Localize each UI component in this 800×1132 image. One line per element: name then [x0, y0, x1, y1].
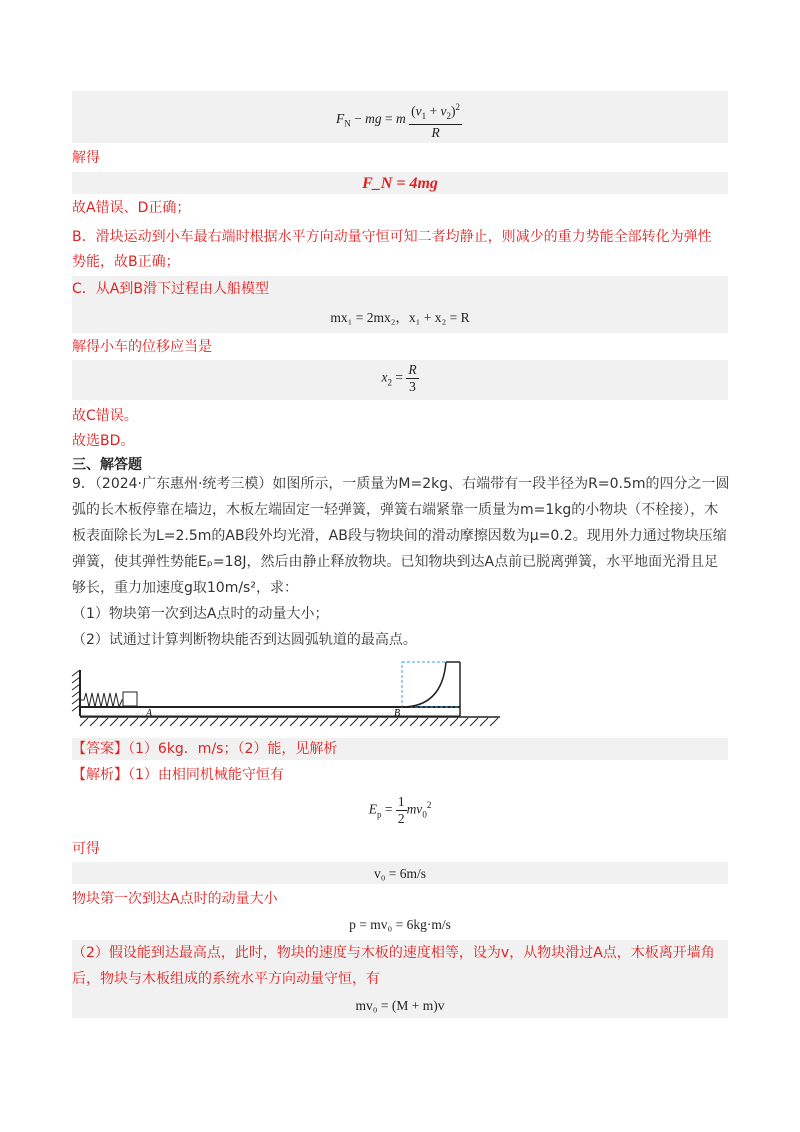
- q9-line2: 弧的长木板停靠在墙边，木板左端固定一轻弹簧，弹簧右端紧靠一质量为m=1kg的小物块（不栓接），木: [72, 502, 719, 518]
- gu-c-wrong: 故C错误。: [72, 408, 138, 424]
- part2-block: [72, 940, 728, 1018]
- quarter-arc: [402, 662, 446, 707]
- ground-hatch-mark: [150, 718, 158, 726]
- ground-hatch-mark: [400, 718, 408, 726]
- q9-line1: 9．（2024·广东惠州·统考三模）如图所示，一质量为M=2kg、右端带有一段半径为R=0.5m的四分之一圆: [72, 476, 730, 492]
- ground-hatch-mark: [310, 718, 318, 726]
- eq-p: p = mv₀ = 6kg·m/s: [349, 917, 451, 932]
- ground-hatch-mark: [100, 718, 108, 726]
- ground-hatch-mark: [130, 718, 138, 726]
- analysis-text: （1）由相同机械能守恒有: [128, 767, 284, 783]
- eq-p-block: [72, 913, 728, 935]
- physics-figure: [68, 656, 508, 730]
- jiede-1: 解得: [72, 150, 100, 166]
- ground-hatch-mark: [200, 718, 208, 726]
- ground-hatch-mark: [290, 718, 298, 726]
- wall-hatch: [72, 670, 80, 711]
- q9-sub1: （1）物块第一次到达A点时的动量大小；: [72, 606, 329, 622]
- ground-hatch-mark: [260, 718, 268, 726]
- spring: [80, 693, 123, 707]
- ground-hatch-mark: [300, 718, 308, 726]
- ground-hatch-mark: [420, 718, 428, 726]
- ground-hatch-mark: [350, 718, 358, 726]
- ground-hatch-mark: [110, 718, 118, 726]
- analysis-line: [72, 764, 728, 786]
- ground-hatch-mark: [170, 718, 178, 726]
- section-title: 三、解答题: [72, 457, 142, 473]
- analysis-tag: 【解析】: [72, 767, 128, 783]
- ground-hatch-mark: [230, 718, 238, 726]
- formula-fn: $F_N$ − mg = m $\frac{(v_1 + v_2)^2}{R}$: [336, 99, 462, 141]
- eq-mv0: mv₀ = (M + m)v: [355, 998, 445, 1013]
- ground-hatch-mark: [240, 718, 248, 726]
- eq-x2: $x_2$ = $\frac{R}{3}$: [381, 362, 417, 394]
- eq-ep-block: [72, 792, 728, 836]
- option-b-line1: B．滑块运动到小车最右端时根据水平方向动量守恒可知二者均静止，则减少的重力势能全部转化为弹性: [72, 229, 712, 245]
- ground-hatch-mark: [440, 718, 448, 726]
- q9-line3: 板表面除长为L=2.5m的AB段外均光滑，AB段与物块间的滑动摩擦因数为μ=0.2。现用外力通过物块压缩: [72, 528, 727, 544]
- q9-sub2: （2）试通过计算判断物块能否到达圆弧轨道的最高点。: [72, 632, 417, 648]
- eq-v0: v₀ = 6m/s: [373, 866, 427, 881]
- ground-hatch-mark: [340, 718, 348, 726]
- option-c-block: [72, 276, 728, 333]
- ground-hatch-mark: [450, 718, 458, 726]
- ground-hatch-mark: [90, 718, 98, 726]
- ground-hatch: [80, 718, 498, 726]
- ground-hatch-mark: [210, 718, 218, 726]
- jiede-displacement: 解得小车的位移应当是: [72, 339, 212, 355]
- ground-hatch-mark: [120, 718, 128, 726]
- ground-hatch-mark: [160, 718, 168, 726]
- ground-hatch-mark: [250, 718, 258, 726]
- momentum-line: 物块第一次到达A点时的动量大小: [72, 891, 278, 907]
- kede: 可得: [72, 841, 100, 857]
- ground-hatch-mark: [360, 718, 368, 726]
- eq-ep: $E_p$ = $\frac{1}{2}$ $mv_0^2$: [368, 794, 432, 826]
- q9-line4: 弹簧，使其弹性势能Eₚ=18J，然后由静止释放物块。已知物块到达A点前已脱离弹簧，水平地面光滑且足: [72, 554, 719, 570]
- ground-hatch-mark: [370, 718, 378, 726]
- answer-block: [72, 738, 728, 760]
- eq-v0-block: [72, 862, 728, 884]
- ground-hatch-mark: [390, 718, 398, 726]
- ground-hatch-mark: [460, 718, 468, 726]
- small-block: [123, 692, 137, 706]
- fig-label-a: A: [146, 708, 153, 719]
- ground-hatch-mark: [490, 718, 498, 726]
- option-b-line2: 势能，故B正确；: [72, 254, 180, 270]
- ground-hatch-mark: [270, 718, 278, 726]
- ground-hatch-mark: [430, 718, 438, 726]
- ground-hatch-mark: [410, 718, 418, 726]
- eq-x2-block: [72, 360, 728, 400]
- formula-block-fn: [72, 91, 728, 143]
- ground-hatch-mark: [330, 718, 338, 726]
- ground-hatch-mark: [80, 718, 88, 726]
- q9-line5: 够长，重力加速度g取10m/s²，求：: [72, 580, 298, 596]
- ground-hatch-mark: [140, 718, 148, 726]
- ground-hatch-mark: [320, 718, 328, 726]
- eq-fn-block: [72, 172, 728, 194]
- dashed-square: [402, 662, 460, 707]
- gu-xuan-bd: 故选BD。: [72, 433, 135, 449]
- answer-text: （1）6kg．m/s；（2）能，见解析: [128, 741, 338, 757]
- ground-hatch-mark: [280, 718, 288, 726]
- option-c-line: C．从A到B滑下过程由人船模型: [72, 281, 269, 297]
- ground-hatch-mark: [380, 718, 388, 726]
- answer-tag: 【答案】: [72, 741, 128, 757]
- ground-hatch-mark: [480, 718, 488, 726]
- eq-mx: mx₁ = 2mx₂，x₁ + x₂ = R: [330, 310, 470, 325]
- ground-hatch-mark: [180, 718, 188, 726]
- gu-a-wrong-d-right: 故A错误、D正确；: [72, 200, 191, 216]
- part2-line2: 后，物块与木板组成的系统水平方向动量守恒，有: [72, 971, 380, 987]
- part2-line1: （2）假设能到达最高点，此时，物块的速度与木板的速度相等，设为v，从物块滑过A点，木板离开墙角: [72, 945, 715, 961]
- eq-fn-4mg: F_N = 4mg: [362, 175, 438, 192]
- ground-hatch-mark: [470, 718, 478, 726]
- fig-label-b: B: [394, 708, 401, 719]
- ground-hatch-mark: [220, 718, 228, 726]
- ground-hatch-mark: [190, 718, 198, 726]
